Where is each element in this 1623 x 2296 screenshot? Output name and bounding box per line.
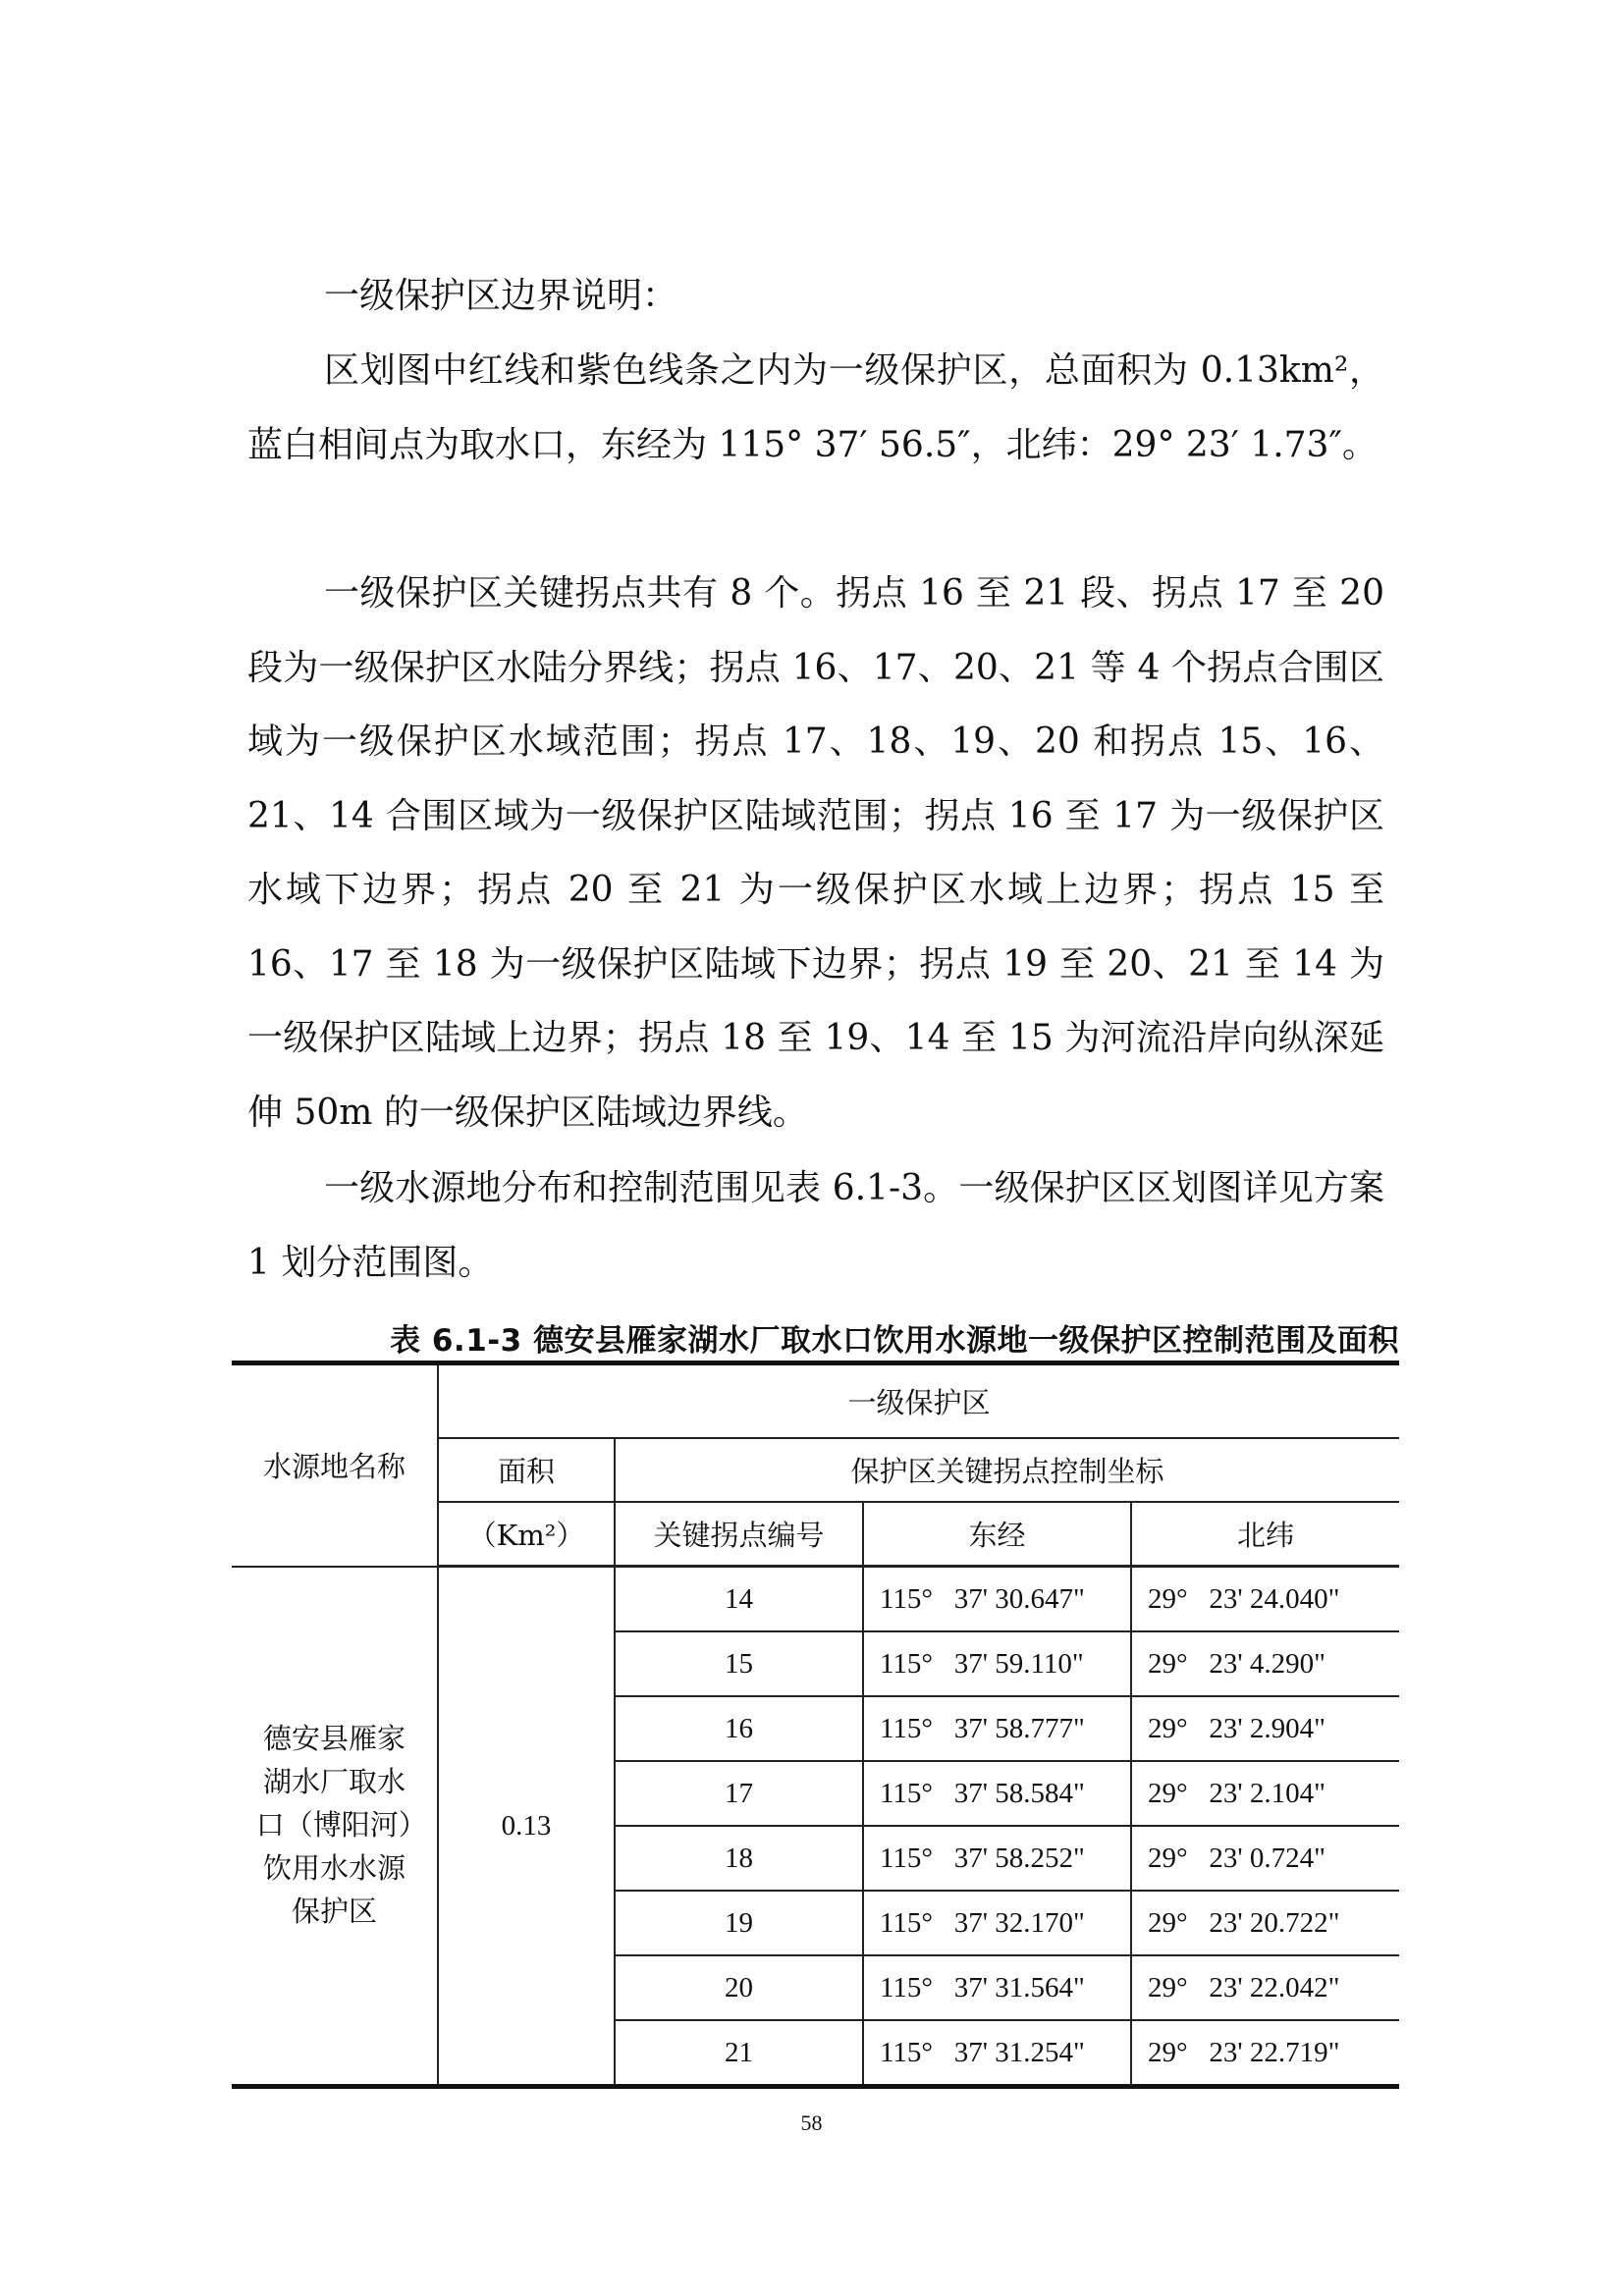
point-no-cell: 16: [615, 1696, 863, 1761]
header-area-unit: （Km²）: [438, 1502, 615, 1567]
north-cell: 29° 23' 22.719": [1131, 2020, 1399, 2087]
paragraph-turning-points: 一级保护区关键拐点共有 8 个。拐点 16 至 21 段、拐点 17 至 20 段为一级保护区水陆分界线；拐点 16、17、20、21 等 4 个拐点合围区域为一级保护区水域范围；拐点 17、18、19、20 和拐点 15、16、21、14 合围区域为一级保护区陆域范围；拐点 16 至 17 为一级保护区水域下边界；拐点 20 至 21 为一级保护区水域上边界；拐点 15 至 16、17 至 18 为一级保护区陆域下边界；拐点 19 至 20、21 至 14 为一级保护区陆域上边界；拐点 18 至 19、14 至 15 为河流沿岸向纵深延伸 50m 的一级保护区陆域边界线。: [247, 573, 1384, 1133]
east-cell: 115° 37' 31.564": [863, 1955, 1131, 2020]
point-no-cell: 18: [615, 1826, 863, 1891]
east-cell: 115° 37' 31.254": [863, 2020, 1131, 2087]
north-cell: 29° 23' 20.722": [1131, 1891, 1399, 1955]
east-cell: 115° 37' 32.170": [863, 1891, 1131, 1955]
east-cell: 115° 37' 59.110": [863, 1631, 1131, 1696]
north-cell: 29° 23' 2.904": [1131, 1696, 1399, 1761]
header-north: 北纬: [1131, 1502, 1399, 1567]
source-name-cell: 德安县雁家湖水厂取水口（博阳河）饮用水水源保护区: [232, 1567, 438, 2087]
paragraph-overview: 区划图中红线和紫色线条之内为一级保护区，总面积为 0.13km²，蓝白相间点为取水口，东经为 115° 37′ 56.5″，北纬：29° 23′ 1.73″。: [247, 350, 1384, 465]
east-cell: 115° 37' 58.252": [863, 1826, 1131, 1891]
page-number: 58: [800, 2110, 823, 2135]
header-source-name: 水源地名称: [232, 1363, 438, 1567]
point-no-cell: 15: [615, 1631, 863, 1696]
area-cell: 0.13: [438, 1567, 615, 2087]
header-point-no: 关键拐点编号: [615, 1502, 863, 1567]
protection-zone-table: [232, 1361, 1399, 2089]
north-cell: 29° 23' 2.104": [1131, 1761, 1399, 1826]
north-cell: 29° 23' 24.040": [1131, 1567, 1399, 1632]
east-cell: 115° 37' 58.777": [863, 1696, 1131, 1761]
header-coords: 保护区关键拐点控制坐标: [615, 1438, 1399, 1502]
north-cell: 29° 23' 22.042": [1131, 1955, 1399, 2020]
table-row: [232, 1567, 1399, 1632]
north-cell: 29° 23' 0.724": [1131, 1826, 1399, 1891]
paragraph-table-reference: 一级水源地分布和控制范围见表 6.1-3。一级保护区区划图详见方案 1 划分范围图。: [247, 1168, 1384, 1283]
north-cell: 29° 23' 4.290": [1131, 1631, 1399, 1696]
point-no-cell: 20: [615, 1955, 863, 2020]
section-heading: 一级保护区边界说明：: [324, 276, 678, 316]
table-caption: 表 6.1-3 德安县雁家湖水厂取水口饮用水源地一级保护区控制范围及面积: [390, 1323, 1399, 1359]
point-no-cell: 21: [615, 2020, 863, 2087]
east-cell: 115° 37' 30.647": [863, 1567, 1131, 1632]
header-area: 面积: [438, 1438, 615, 1502]
header-level1: 一级保护区: [438, 1363, 1399, 1439]
point-no-cell: 19: [615, 1891, 863, 1955]
point-no-cell: 14: [615, 1567, 863, 1632]
point-no-cell: 17: [615, 1761, 863, 1826]
east-cell: 115° 37' 58.584": [863, 1761, 1131, 1826]
header-east: 东经: [863, 1502, 1131, 1567]
